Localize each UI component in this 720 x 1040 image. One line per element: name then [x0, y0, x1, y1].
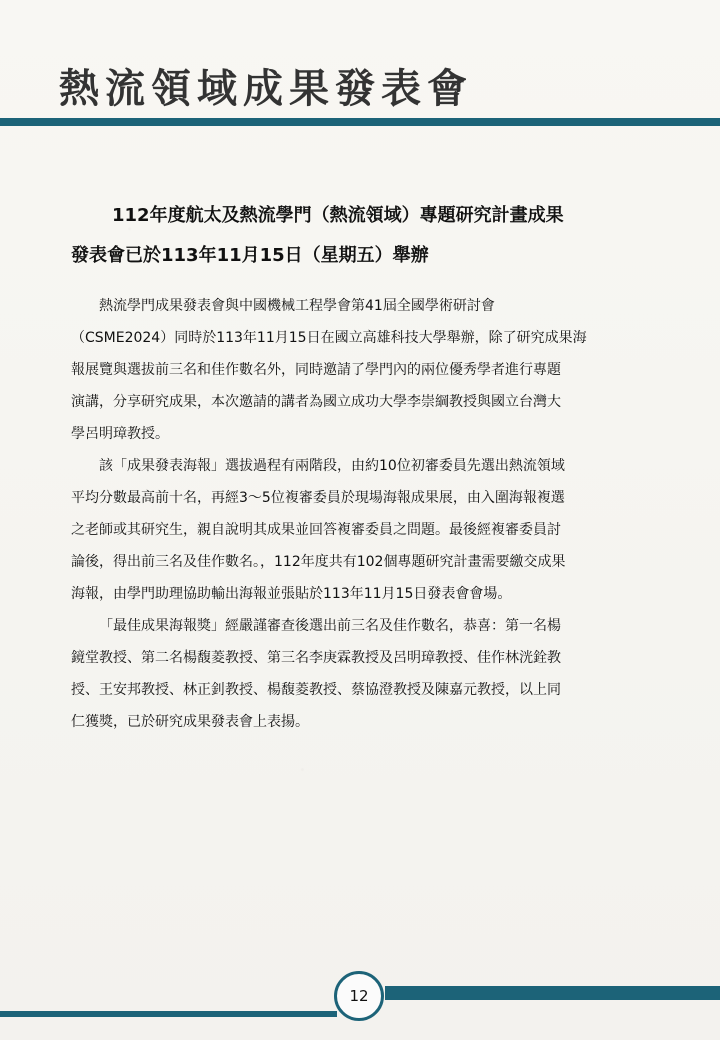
document-content: [71, 196, 649, 738]
document-heading: [71, 196, 649, 276]
paragraph-line: 平均分數最高前十名，再經3～5位複審委員於現場海報成果展，由入圍海報複選: [71, 490, 565, 506]
paragraph-event-overview: [71, 290, 649, 450]
heading-line: 112年度航太及熱流學門（熱流領域）專題研究計畫成果: [112, 205, 564, 226]
paragraph-line: 海報，由學門助理協助輸出海報並張貼於113年11月15日發表會會場。: [71, 586, 512, 602]
page-header: [0, 0, 720, 130]
paragraph-line: 該「成果發表海報」選拔過程有兩階段，由約10位初審委員先選出熱流領域: [99, 458, 565, 474]
footer-left-divider: [0, 1011, 337, 1017]
page-number: 12: [349, 987, 369, 1005]
page-footer: [0, 970, 720, 1040]
paragraph-selection-process: [71, 450, 649, 610]
page-title: 熱流領域成果發表會: [59, 66, 473, 112]
page-number-badge: [334, 971, 384, 1021]
paragraph-award-winners: [71, 610, 649, 738]
paragraph-line: 之老師或其研究生，親自說明其成果並回答複審委員之問題。最後經複審委員討: [71, 522, 561, 538]
paragraph-line: （CSME2024）同時於113年11月15日在國立高雄科技大學舉辦，除了研究成果海: [71, 330, 587, 346]
header-divider: [0, 118, 720, 126]
paragraph-line: 學呂明璋教授。: [71, 426, 169, 442]
paragraph-line: 熱流學門成果發表會與中國機械工程學會第41屆全國學術研討會: [99, 298, 495, 314]
paragraph-line: 鏡堂教授、第二名楊馥菱教授、第三名李庚霖教授及呂明璋教授、佳作林洸銓教: [71, 650, 561, 666]
body-text: [71, 290, 649, 738]
paragraph-line: 論後，得出前三名及佳作數名。，112年度共有102個專題研究計畫需要繳交成果: [71, 554, 566, 570]
paragraph-line: 仁獲獎，已於研究成果發表會上表揚。: [71, 714, 309, 730]
paragraph-line: 報展覽與選拔前三名和佳作數名外，同時邀請了學門內的兩位優秀學者進行專題: [71, 362, 561, 378]
footer-right-divider: [385, 986, 720, 1000]
paragraph-line: 演講，分享研究成果，本次邀請的講者為國立成功大學李崇綱教授與國立台灣大: [71, 394, 561, 410]
heading-line: 發表會已於113年11月15日（星期五）舉辦: [71, 245, 429, 266]
paragraph-line: 「最佳成果海報獎」經嚴謹審查後選出前三名及佳作數名，恭喜：第一名楊: [99, 618, 561, 634]
paragraph-line: 授、王安邦教授、林正釗教授、楊馥菱教授、蔡協澄教授及陳嘉元教授，以上同: [71, 682, 561, 698]
